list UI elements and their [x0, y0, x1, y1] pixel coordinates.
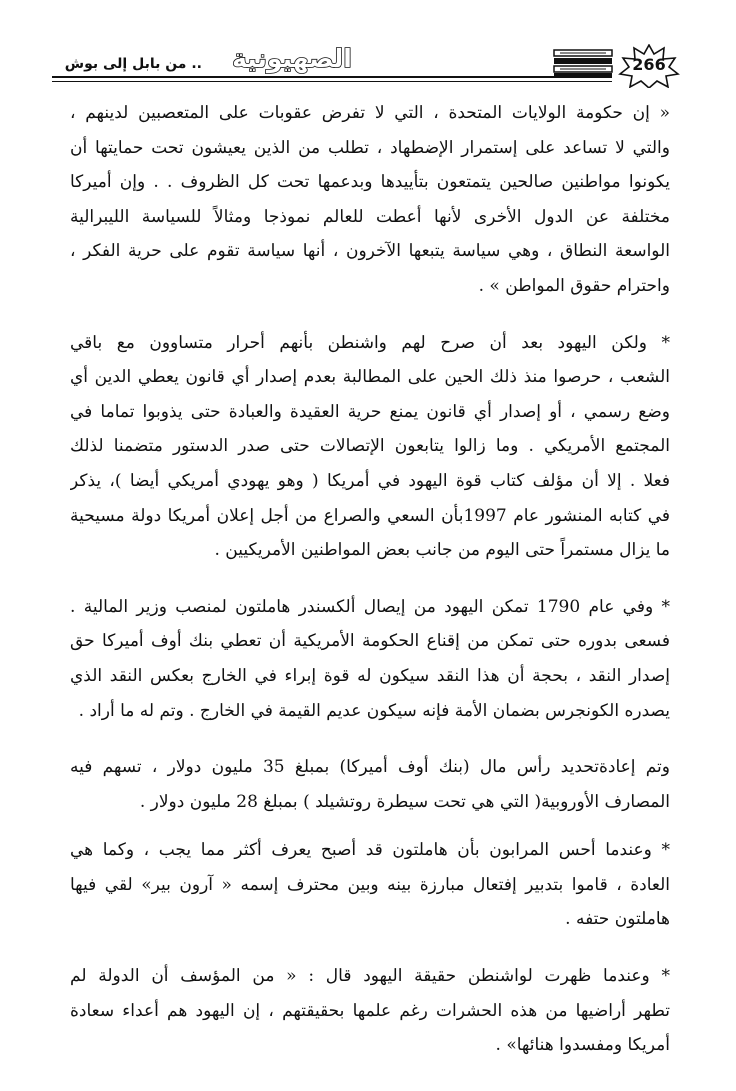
text-line: والتي لا تساعد على إستمرار الإضطهاد ، تطلب من الذين يعيشون تحت حمايتها أن [70, 137, 670, 158]
text-line: أمريكا ومفسدوا هنائها» . [495, 1035, 670, 1056]
text-line: ما يزال مستمراً حتى اليوم من جانب بعض المواطنين الأمريكيين . [214, 540, 670, 561]
text-line: الواسعة النطاق ، وهي سياسة يتبعها الآخرون ، أنها سياسة تقوم على حرية الفكر ، [70, 241, 670, 262]
text-line: يصدره الكونجرس بضمان الأمة فإنه سيكون عديم القيمة في الخارج . وتم له ما أراد . [78, 700, 670, 721]
page-number-badge [618, 44, 680, 88]
paragraph-4 [70, 750, 670, 819]
text-line: يكونوا مواطنين صالحين يتمتعون بتأييدها وبدعمها تحت كل الظروف . . وإن أميركا [70, 172, 670, 193]
text-line: مختلفة عن الدول الأخرى لأنها أعطت للعالم نموذجا ومثالاً للسياسة الليبرالية [70, 206, 670, 227]
text-line: * وفي عام 1790 تمكن اليهود من إيصال ألكسندر هاملتون لمنصب وزير المالية . [70, 596, 670, 617]
paragraph-6 [70, 959, 670, 1063]
text-line: * ولكن اليهود بعد أن صرح لهم واشنطن بأنهم أحرار متساوون مع باقي [70, 332, 670, 353]
text-line: * وعندما أحس المرابون بأن هاملتون قد أصبح يعرف أكثر مما يجب ، وكما هي [70, 840, 670, 861]
text-line: الشعب ، حرصوا منذ ذلك الحين على المطالبة بعدم إصدار أي قانون يعطي الدين أي [70, 367, 670, 388]
page-header [52, 36, 680, 96]
book-subtitle: .. من بابل إلى بوش [64, 56, 202, 72]
text-line: العادة ، قاموا بتدبير إفتعال مبارزة بينه وبين محترف إسمه « آرون بير» لقي فيها [70, 874, 670, 895]
text-line: فسعى بدوره حتى تمكن من إقناع الحكومة الأمريكية أن تعطي بنك أوف أميركا حق [70, 631, 670, 652]
paragraph-1 [70, 96, 670, 304]
book-stack-icon [552, 46, 616, 80]
text-line: المصارف الأوروبية( التي هي تحت سيطرة روتشيلد ) بمبلغ 28 مليون دولار . [139, 791, 670, 812]
paragraph-2 [70, 326, 670, 568]
text-line: في كتابه المنشور عام 1997بأن السعي والصراع من أجل إعلان أمريكا دولة مسيحية [70, 505, 670, 526]
text-line: وضع رسمي ، أو إصدار أي قانون يمنع حرية العقيدة والعبادة حتى يذوبوا تماما في [70, 401, 670, 422]
paragraph-3 [70, 590, 670, 728]
text-line: * وعندما ظهرت لواشنطن حقيقة اليهود قال : « من المؤسف أن الدولة لم [70, 966, 670, 987]
text-line: تطهر أراضيها من هذه الحشرات رغم علمها بحقيقتهم ، إن اليهود هم أعداء سعادة [70, 1000, 670, 1021]
page-number: 266 [632, 55, 666, 74]
text-line: إصدار النقد ، بحجة أن هذا النقد سيكون له قوة إبراء في الخارج بعكس النقد الذي [70, 665, 670, 686]
text-line: واحترام حقوق المواطن » . [478, 275, 670, 296]
text-line: المجتمع الأمريكي . وما زالوا يتابعون الإتصالات حتى صدر الدستور متضمنا لذلك [70, 436, 670, 457]
header-rule-thin [52, 81, 612, 82]
text-line: هاملتون حتفه . [565, 909, 670, 930]
text-line: « إن حكومة الولايات المتحدة ، التي لا تفرض عقوبات على المتعصبين لدينهم ، [70, 103, 670, 123]
text-line: وتم إعادةتحديد رأس مال (بنك أوف أميركا) بمبلغ 35 مليون دولار ، تسهم فيه [70, 757, 670, 778]
paragraph-5 [70, 833, 670, 937]
book-title: الصهيونية [232, 44, 352, 73]
text-line: فعلا . إلا أن مؤلف كتاب قوة اليهود في أمريكا ( وهو يهودي أمريكي أيضا )، يذكر [70, 470, 670, 491]
page-body [70, 96, 670, 1085]
